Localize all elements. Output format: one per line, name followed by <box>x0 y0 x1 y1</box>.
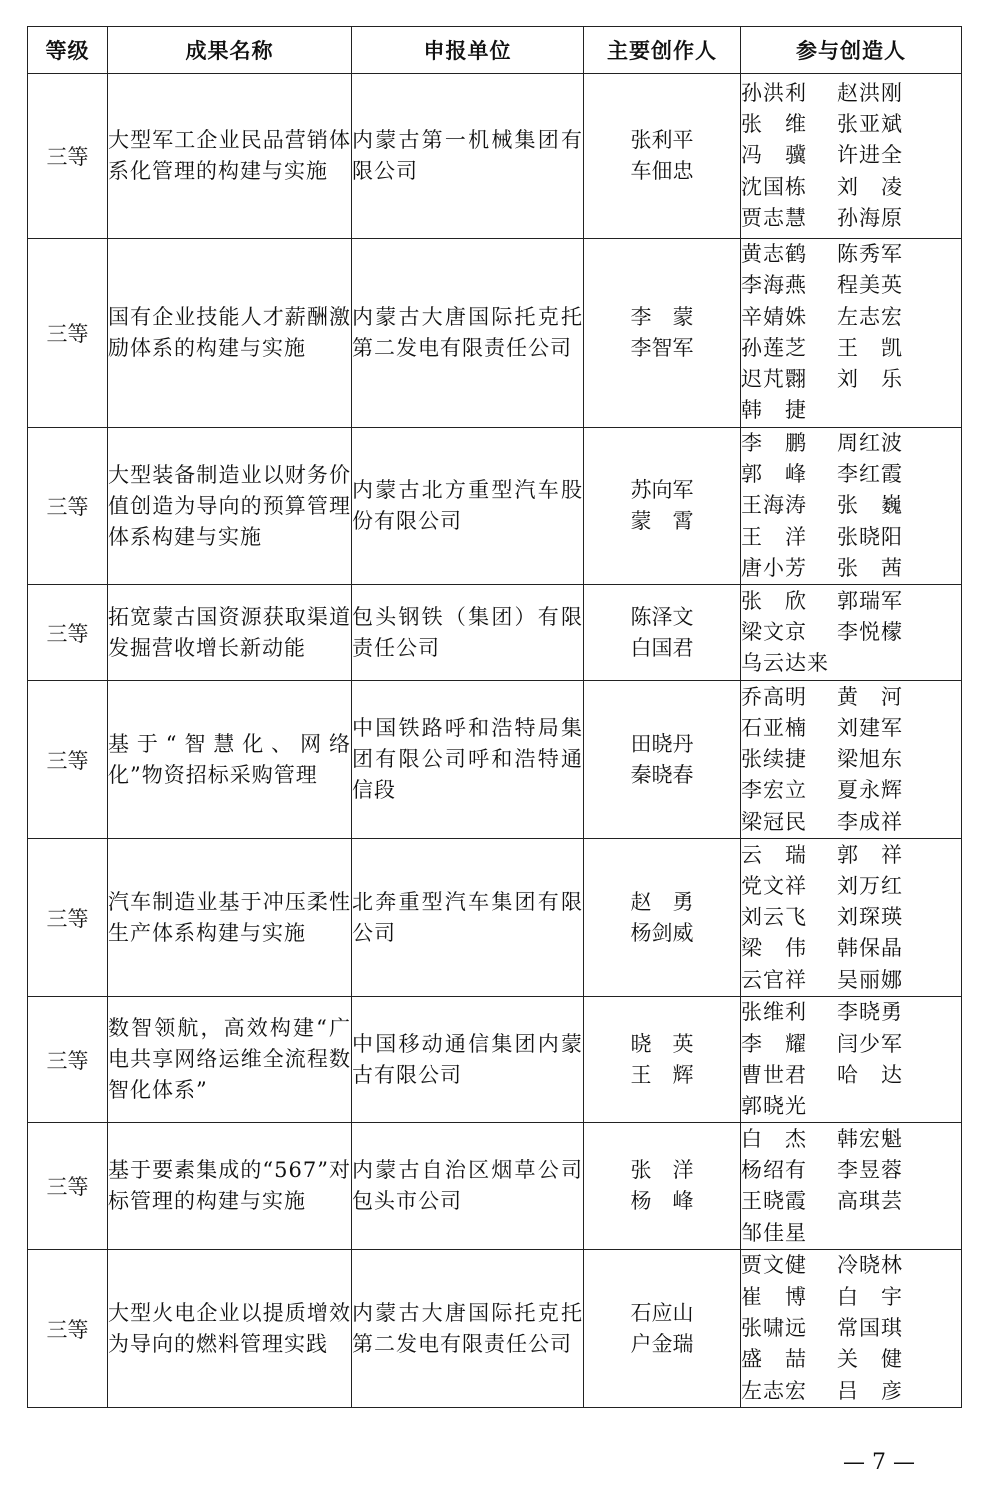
main-creator: 王 辉 <box>630 1062 694 1087</box>
main-creators <box>584 1250 741 1407</box>
main-creator: 秦晓春 <box>630 762 694 787</box>
header-level: 等级 <box>28 27 108 74</box>
participant-name: 崔 博 <box>741 1284 807 1309</box>
participant-name: 李 耀 <box>741 1031 807 1056</box>
participant-row <box>741 965 961 996</box>
participant-name: 李 鹏 <box>741 430 807 455</box>
participants <box>741 74 962 239</box>
participant-row <box>741 109 961 140</box>
participant-row <box>741 775 961 806</box>
table-row <box>28 585 962 681</box>
participant-name: 曹世君 <box>741 1062 807 1087</box>
participant-row <box>741 807 961 838</box>
participant-row <box>741 713 961 744</box>
participant-name: 李晓勇 <box>837 1000 903 1025</box>
applicant-unit: 中国移动通信集团内蒙古有限公司 <box>352 997 584 1123</box>
main-creator: 赵 勇 <box>630 889 694 914</box>
participant-row <box>741 553 961 584</box>
participant-row <box>741 490 961 521</box>
participant-row <box>741 333 961 364</box>
participant-row <box>741 172 961 203</box>
participant-row <box>741 1029 961 1060</box>
participants <box>741 681 962 839</box>
participant-name: 刘万红 <box>837 873 903 898</box>
participant-name: 李悦檬 <box>837 620 903 645</box>
participant-name: 常国琪 <box>837 1316 903 1341</box>
main-creator: 李 蒙 <box>630 304 694 329</box>
applicant-unit: 包头钢铁（集团）有限责任公司 <box>352 585 584 681</box>
participant-name: 闫少军 <box>837 1031 903 1056</box>
participant-name: 刘 乐 <box>837 367 903 392</box>
main-creator: 陈泽文 <box>630 604 694 629</box>
table-row <box>28 427 962 584</box>
table-row <box>28 839 962 997</box>
achievement-name: 基于“智慧化、网络化”物资招标采购管理 <box>108 681 352 839</box>
page-number: — 7 — <box>843 1450 915 1475</box>
participant-name: 冯 骥 <box>741 143 807 168</box>
participant-name: 孙洪利 <box>741 80 807 105</box>
main-creator: 田晓丹 <box>630 731 694 756</box>
participants <box>741 1250 962 1407</box>
table-row <box>28 997 962 1123</box>
participant-name: 贾志慧 <box>741 205 807 230</box>
participant-name: 杨绍有 <box>741 1158 807 1183</box>
applicant-unit: 中国铁路呼和浩特局集团有限公司呼和浩特通信段 <box>352 681 584 839</box>
participant-name: 黄志鹤 <box>741 242 807 266</box>
participant-row <box>741 78 961 109</box>
participant-name: 韩保晶 <box>837 936 903 961</box>
participant-name: 沈国栋 <box>741 174 807 199</box>
participant-name: 王晓霞 <box>741 1189 807 1214</box>
participant-name: 吕 彦 <box>837 1378 903 1403</box>
participant-name: 梁 伟 <box>741 936 807 961</box>
participant-name: 白 杰 <box>741 1126 807 1151</box>
achievement-name: 大型装备制造业以财务价值创造为导向的预算管理体系构建与实施 <box>108 427 352 584</box>
main-creators <box>584 239 741 428</box>
table-row <box>28 74 962 239</box>
participant-name: 孙莲芝 <box>741 335 807 360</box>
main-creators <box>584 997 741 1123</box>
participant-name: 张续捷 <box>741 747 807 772</box>
participant-name: 左志宏 <box>837 304 903 329</box>
participant-name: 郭 祥 <box>837 842 903 867</box>
award-level: 三等 <box>28 681 108 839</box>
main-creators <box>584 427 741 584</box>
participant-name: 郭瑞军 <box>837 588 903 613</box>
award-level: 三等 <box>28 1123 108 1250</box>
participants <box>741 997 962 1123</box>
table-row <box>28 1123 962 1250</box>
participant-row <box>741 1186 961 1217</box>
applicant-unit: 内蒙古自治区烟草公司包头市公司 <box>352 1123 584 1250</box>
participant-row <box>741 648 961 679</box>
header-main-creators: 主要创作人 <box>584 27 741 74</box>
participant-name: 邹佳星 <box>741 1220 807 1245</box>
participant-name: 迟芃翾 <box>741 367 807 392</box>
participant-name: 郭 峰 <box>741 462 807 487</box>
participant-name: 王 洋 <box>741 524 807 549</box>
main-creator: 户金瑞 <box>630 1331 694 1356</box>
main-creators <box>584 681 741 839</box>
participant-name: 刘琛瑛 <box>837 905 903 930</box>
participant-name: 郭晓光 <box>741 1094 807 1119</box>
participant-row <box>741 682 961 713</box>
participant-name: 贾文健 <box>741 1253 807 1278</box>
participant-row <box>741 997 961 1028</box>
main-creator: 白国君 <box>630 635 694 660</box>
main-creator: 杨 峰 <box>630 1189 694 1214</box>
participant-name: 李昱蓉 <box>837 1158 903 1183</box>
main-creator: 杨剑威 <box>630 920 694 945</box>
participant-name: 左志宏 <box>741 1378 807 1403</box>
participant-name: 孙海原 <box>837 205 903 230</box>
achievement-name: 拓宽蒙古国资源获取渠道发掘营收增长新动能 <box>108 585 352 681</box>
participant-row <box>741 933 961 964</box>
participant-name: 刘建军 <box>837 715 903 740</box>
main-creator: 石应山 <box>630 1300 694 1325</box>
participants <box>741 239 962 428</box>
participant-name: 张 茜 <box>837 555 903 580</box>
header-name: 成果名称 <box>108 27 352 74</box>
participant-name: 张 维 <box>741 112 807 137</box>
participant-name: 云官祥 <box>741 967 807 992</box>
award-level: 三等 <box>28 585 108 681</box>
participant-name: 辛婧姝 <box>741 304 807 329</box>
award-level: 三等 <box>28 74 108 239</box>
participant-name: 张晓阳 <box>837 524 903 549</box>
participant-row <box>741 744 961 775</box>
participant-name: 赵洪刚 <box>837 80 903 105</box>
participant-row <box>741 428 961 459</box>
participant-row <box>741 1376 961 1407</box>
participant-row <box>741 1250 961 1281</box>
achievement-name: 数智领航，高效构建“广电共享网络运维全流程数智化体系” <box>108 997 352 1123</box>
participant-row <box>741 364 961 395</box>
main-creators <box>584 839 741 997</box>
award-level: 三等 <box>28 997 108 1123</box>
main-creator: 苏向军 <box>630 478 694 503</box>
header-row <box>28 27 962 74</box>
header-unit: 申报单位 <box>352 27 584 74</box>
participant-name: 吴丽娜 <box>837 967 903 992</box>
participant-name: 梁冠民 <box>741 809 807 834</box>
participant-row <box>741 203 961 234</box>
participant-name: 程美英 <box>837 273 903 298</box>
participant-row <box>741 1124 961 1155</box>
participant-row <box>741 1344 961 1375</box>
participant-name: 乌云达来 <box>741 651 829 676</box>
participant-row <box>741 1155 961 1186</box>
participant-name: 梁旭东 <box>837 747 903 772</box>
participant-name: 党文祥 <box>741 873 807 898</box>
main-creator: 车佃忠 <box>630 159 694 183</box>
participant-name: 许进全 <box>837 143 903 168</box>
participant-row <box>741 302 961 333</box>
participant-name: 高琪芸 <box>837 1189 903 1214</box>
participant-row <box>741 459 961 490</box>
participant-row <box>741 140 961 171</box>
participants <box>741 839 962 997</box>
participant-name: 冷晓林 <box>837 1253 903 1278</box>
achievement-name: 大型火电企业以提质增效为导向的燃料管理实践 <box>108 1250 352 1407</box>
participant-row <box>741 617 961 648</box>
participant-name: 韩 捷 <box>741 398 807 423</box>
header-participants: 参与创造人 <box>741 27 962 74</box>
main-creator: 张利平 <box>630 128 694 152</box>
participant-name: 盛 喆 <box>741 1347 807 1372</box>
participant-row <box>741 1218 961 1249</box>
main-creator: 张 洋 <box>630 1158 694 1183</box>
achievement-name: 基于要素集成的“567”对标管理的构建与实施 <box>108 1123 352 1250</box>
participant-name: 陈秀军 <box>837 242 903 266</box>
applicant-unit: 内蒙古大唐国际托克托第二发电有限责任公司 <box>352 1250 584 1407</box>
table-row <box>28 681 962 839</box>
achievement-name: 国有企业技能人才薪酬激励体系的构建与实施 <box>108 239 352 428</box>
table-row <box>28 1250 962 1407</box>
participant-name: 哈 达 <box>837 1062 903 1087</box>
participant-name: 黄 河 <box>837 684 903 709</box>
participant-row <box>741 1060 961 1091</box>
participant-name: 梁文京 <box>741 620 807 645</box>
main-creator: 晓 英 <box>630 1031 694 1056</box>
participant-row <box>741 1313 961 1344</box>
participants <box>741 427 962 584</box>
award-level: 三等 <box>28 1250 108 1407</box>
participant-name: 张亚斌 <box>837 112 903 137</box>
main-creators <box>584 74 741 239</box>
awards-table <box>27 26 962 1408</box>
achievement-name: 汽车制造业基于冲压柔性生产体系构建与实施 <box>108 839 352 997</box>
participant-name: 夏永辉 <box>837 778 903 803</box>
award-level: 三等 <box>28 839 108 997</box>
participant-name: 唐小芳 <box>741 555 807 580</box>
participant-row <box>741 522 961 553</box>
participant-name: 关 健 <box>837 1347 903 1372</box>
applicant-unit: 内蒙古北方重型汽车股份有限公司 <box>352 427 584 584</box>
main-creators <box>584 1123 741 1250</box>
participant-name: 刘云飞 <box>741 905 807 930</box>
award-level: 三等 <box>28 427 108 584</box>
applicant-unit: 内蒙古大唐国际托克托第二发电有限责任公司 <box>352 239 584 428</box>
participant-name: 王 凯 <box>837 335 903 360</box>
participant-name: 王海涛 <box>741 493 807 518</box>
participants <box>741 1123 962 1250</box>
applicant-unit: 北奔重型汽车集团有限公司 <box>352 839 584 997</box>
participant-row <box>741 395 961 426</box>
participant-name: 李海燕 <box>741 273 807 298</box>
participant-row <box>741 840 961 871</box>
table-row <box>28 239 962 428</box>
participant-name: 乔高明 <box>741 684 807 709</box>
participant-name: 云 瑞 <box>741 842 807 867</box>
participant-name: 张维利 <box>741 1000 807 1025</box>
participant-row <box>741 586 961 617</box>
participant-name: 张 欣 <box>741 588 807 613</box>
participant-name: 白 宇 <box>837 1284 903 1309</box>
participant-name: 李红霞 <box>837 462 903 487</box>
participant-name: 刘 凌 <box>837 174 903 199</box>
participant-name: 韩宏魁 <box>837 1126 903 1151</box>
participant-name: 周红波 <box>837 430 903 455</box>
main-creator: 李智军 <box>630 335 694 360</box>
participant-name: 张啸远 <box>741 1316 807 1341</box>
participant-row <box>741 1282 961 1313</box>
participant-row <box>741 1091 961 1122</box>
participants <box>741 585 962 681</box>
participant-name: 李宏立 <box>741 778 807 803</box>
achievement-name: 大型军工企业民品营销体系化管理的构建与实施 <box>108 74 352 239</box>
applicant-unit: 内蒙古第一机械集团有限公司 <box>352 74 584 239</box>
award-level: 三等 <box>28 239 108 428</box>
main-creators <box>584 585 741 681</box>
participant-name: 李成祥 <box>837 809 903 834</box>
main-creator: 蒙 霄 <box>630 509 694 534</box>
participant-name: 石亚楠 <box>741 715 807 740</box>
participant-row <box>741 902 961 933</box>
participant-row <box>741 239 961 270</box>
participant-row <box>741 871 961 902</box>
participant-name: 张 巍 <box>837 493 903 518</box>
participant-row <box>741 270 961 301</box>
